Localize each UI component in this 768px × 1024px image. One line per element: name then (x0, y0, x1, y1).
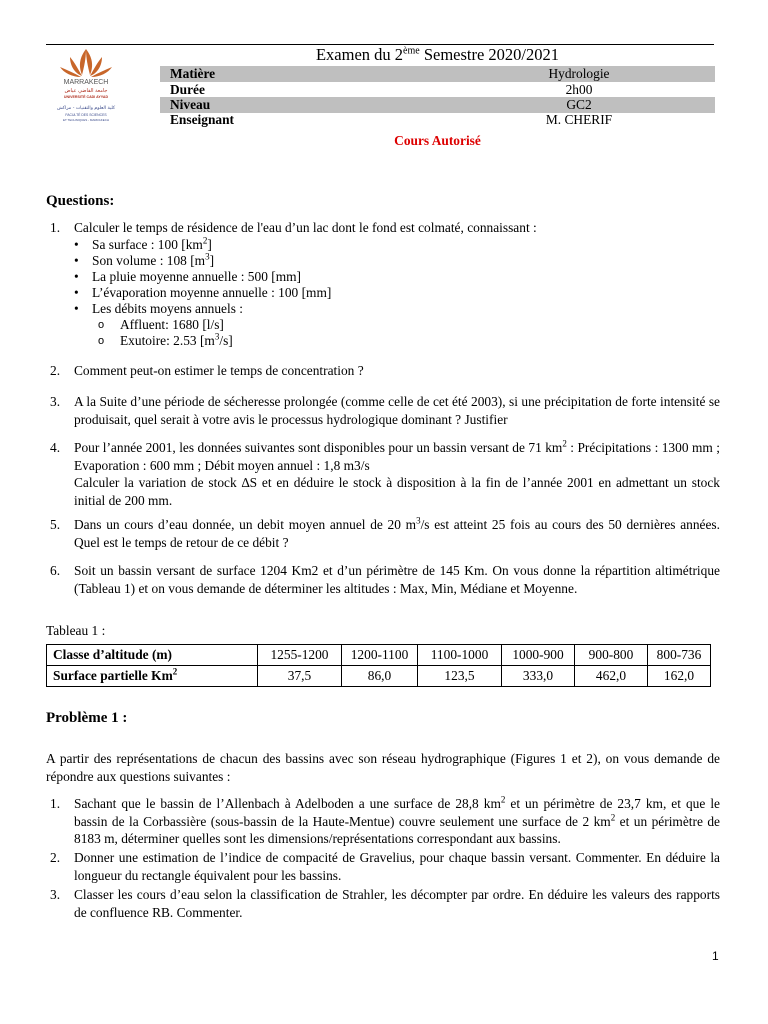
probleme-heading: Problème 1 : (46, 710, 128, 726)
table-cell: 800-736 (648, 645, 711, 666)
bullet-text: La pluie moyenne annuelle : 500 [mm] (92, 269, 301, 284)
table-row (47, 666, 711, 687)
table-cell: 1200-1100 (342, 645, 418, 666)
question-text: Pour l’année 2001, les données suivantes sont disponibles pour un bassin versant de 71 $km^2$ : Précipitations : 1300 mm ; Evaporation : 600 mm ; Débit moyen annuel : 1,8 m3/s Calculer la variation de stock ∆S et en déduire le stock à disposition à la fin de l’année 2001 en admettant un stock initial de 200 mm. (74, 438, 720, 508)
table-cell: 1100-1000 (418, 645, 502, 666)
table-row-header: Classe d’altitude (m) (47, 645, 258, 666)
info-label: Durée (170, 82, 205, 97)
info-label: Niveau (170, 97, 211, 112)
logo-faculty-text: FACULTÉ DES SCIENCES (65, 113, 107, 117)
logo-university-text: UNIVERSITÉ CADI AYYAD (63, 95, 109, 99)
bullet: • (74, 269, 79, 284)
question-number: 4. (50, 440, 61, 455)
table-cell: 37,5 (258, 666, 342, 687)
logo-faculty-arabic-text: كلية العلوم والتقنيات - مراكش (56, 106, 116, 111)
cours-autorise-note: Cours Autorisé (394, 133, 481, 148)
bullet-text: Sa surface : 100 $[km^2]$ (92, 235, 212, 252)
question-text: Comment peut-on estimer le temps de concentration ? (74, 363, 364, 378)
table-cell: 333,0 (502, 666, 575, 687)
logo-arabic-text: جامعة القاضي عياض (64, 88, 108, 94)
bullet-text: Son volume : 108 $[m^3]$ (92, 251, 215, 268)
table-cell: 900-800 (575, 645, 648, 666)
table-cell: 462,0 (575, 666, 648, 687)
logo-faculty-text-2: ET TECHNIQUES - MARRAKECH (62, 118, 110, 122)
table-cell: 1000-900 (502, 645, 575, 666)
sub-bullet-text: Exutoire: 2.53 $[m^3/s]$ (120, 331, 233, 348)
info-value: 2h00 (565, 82, 593, 97)
question-text: Dans un cours d’eau donnée, un debit moyen annuel de 20 $m^3/s$ est atteint 25 fois au cours des 50 dernières années. Quel est le temps de retour de ce débit ? (74, 515, 720, 550)
question-text: A la Suite d’une période de sécheresse prolongée (comme celle de cet été 2003), si une précipitation de forte intensité se produisait, quel serait à votre avis le processus hydrologique dominant ? Justifier (74, 394, 720, 427)
question-number: 5. (50, 517, 61, 532)
question-number: 3. (50, 887, 61, 902)
table-label: Tableau 1 : (46, 623, 106, 638)
table-row-header: Surface partielle Km$^2$ (47, 666, 258, 687)
bullet: • (74, 237, 79, 252)
questions-heading: Questions: (46, 193, 115, 209)
sub-bullet: o (98, 335, 105, 347)
info-label: Matière (170, 66, 216, 81)
question-text: Soit un bassin versant de surface 1204 Km2 et d’un périmètre de 145 Km. On vous donne la répartition altimétrique (Tableau 1) et on vous demande de déterminer les altitudes : Max, Min, Médiane et Moyenne. (74, 563, 720, 596)
question-text: Calculer le temps de résidence de l'eau d’un lac dont le fond est colmaté, connaissant : (74, 220, 537, 235)
question-number: 1. (50, 220, 61, 235)
bullet-text: L’évaporation moyenne annuelle : 100 [mm] (92, 285, 332, 300)
university-logo (50, 45, 123, 129)
logo-city-text: MARRAKECH (63, 79, 109, 86)
bullet-text: Les débits moyens annuels : (92, 301, 243, 316)
info-row-duree (160, 82, 715, 98)
altitude-table (46, 644, 711, 687)
bullet: • (74, 301, 79, 316)
bullet: • (74, 253, 79, 268)
probleme-intro: A partir des représentations de chacun des bassins avec son réseau hydrographique (Figures 1 et 2), on vous demande de répondre aux questions suivantes : (46, 751, 720, 784)
table-row (47, 645, 711, 666)
question-text: Donner une estimation de l’indice de compacité de Gravelius, pour chaque bassin versant. Commenter. En déduire la longueur du rectangle équivalent pour les bassins. (74, 850, 720, 883)
table-cell: 86,0 (342, 666, 418, 687)
info-row-niveau (160, 97, 715, 113)
question-text: Sachant que le bassin de l’Allenbach à Adelboden a une surface de 28,8 $km^2$ et un périmètre de 23,7 km, et que le bassin de la Corbassière (sous-bassin de la Haute-Mentue) couvre seulement une surface de 2 $km^2$ et un périmètre de 8183 m, déterminer quelles sont les dimensions/représentations correspondant aux bassins. (74, 794, 720, 846)
sub-bullet-text: Affluent: 1680 [l/s] (120, 317, 224, 332)
table-cell: 162,0 (648, 666, 711, 687)
info-value: M. CHERIF (545, 112, 613, 127)
question-number: 2. (50, 363, 61, 378)
exam-title: Examen du 2ème Semestre 2020/2021 (315, 45, 560, 64)
page-number: 1 (712, 949, 719, 963)
sub-bullet: o (98, 319, 105, 331)
table-cell: 123,5 (418, 666, 502, 687)
table-cell: 1255-1200 (258, 645, 342, 666)
info-row-matiere (160, 66, 715, 82)
question-number: 2. (50, 850, 61, 865)
info-value: Hydrologie (548, 66, 610, 81)
info-label: Enseignant (170, 112, 234, 127)
info-value: GC2 (566, 97, 592, 112)
bullet: • (74, 285, 79, 300)
question-number: 6. (50, 563, 61, 578)
question-number: 3. (50, 394, 61, 409)
question-text: Classer les cours d’eau selon la classification de Strahler, les décompter par ordre. En déduire les valeurs des rapports de confluence RB. Commenter. (74, 887, 720, 920)
question-number: 1. (50, 796, 61, 811)
info-row-enseignant (160, 112, 715, 128)
